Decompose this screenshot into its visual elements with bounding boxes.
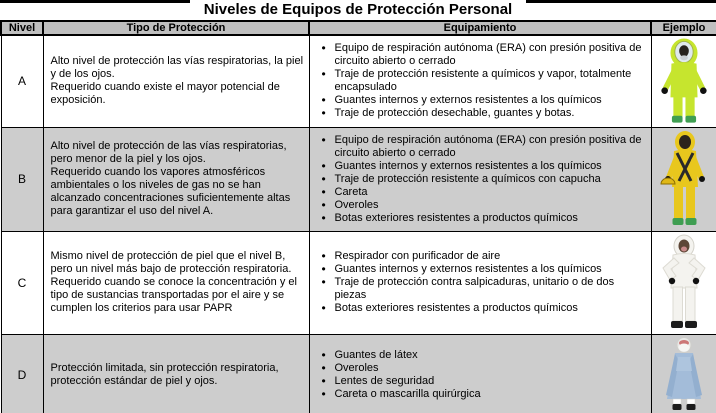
protection-type-cell — [43, 127, 309, 231]
equipment-item: • Guantes internos y externos resistentes a los químicos — [322, 263, 647, 276]
equipment-item: • Botas exteriores resistentes a productos químicos — [322, 302, 647, 315]
equipment-cell — [309, 35, 651, 127]
level-cell: B — [1, 127, 43, 231]
table-row-level-c — [1, 231, 716, 334]
table-row-level-d — [1, 334, 716, 413]
equipment-cell — [309, 127, 651, 231]
equipment-item: • Overoles — [322, 362, 647, 375]
equipment-item: • Equipo de respiración autónoma (ERA) con presión positiva de circuito abierto o cerrado — [322, 134, 647, 160]
example-cell — [651, 231, 716, 334]
equipment-cell — [309, 334, 651, 413]
equipment-item: • Overoles — [322, 199, 647, 212]
table-row-level-b — [1, 127, 716, 231]
protection-type-text: Protección limitada, sin protección respiratoria, protección estándar de piel y ojos. — [50, 361, 279, 387]
protection-type-text: Alto nivel de protección de las vías respiratorias, pero menor de la piel y los ojos. — [50, 140, 287, 165]
protection-type-text: Alto nivel de protección las vías respiratorias, la piel y de los ojos. — [50, 55, 304, 81]
example-cell — [651, 35, 716, 127]
level-a-suit-image — [655, 37, 713, 125]
equipment-item: • Guantes internos y externos resistentes a los químicos — [322, 94, 647, 107]
col-header-tipo: Tipo de Protección — [43, 21, 309, 35]
equipment-item: • Careta — [322, 186, 647, 199]
equipment-item: • Respirador con purificador de aire — [322, 250, 647, 263]
table-row-level-a — [1, 35, 716, 127]
level-c-suit-image — [657, 234, 711, 332]
title-bar — [0, 0, 716, 20]
header-row — [1, 21, 716, 35]
equipment-item: • Traje de protección desechable, guantes y botas. — [322, 107, 647, 120]
example-cell — [651, 127, 716, 231]
protection-type-text: Mismo nivel de protección de piel que el nivel B, pero un nivel más bajo de protección respiratoria. — [50, 250, 292, 275]
equipment-item: • Lentes de seguridad — [322, 375, 647, 388]
equipment-item: • Traje de protección resistente a químicos con capucha — [322, 173, 647, 186]
equipment-item: • Traje de protección contra salpicaduras, unitario o de dos piezas — [322, 276, 647, 302]
protection-type-text: Requerido cuando los vapores atmosféricos ambientales o los niveles de gas no se han alcanzado concentraciones suficientemente altas para garantizar el uso del nivel A. — [50, 166, 291, 217]
col-header-nivel: Nivel — [1, 21, 43, 35]
level-cell: A — [1, 35, 43, 127]
example-cell — [651, 334, 716, 413]
equipment-item: • Traje de protección resistente a químicos y vapor, totalmente encapsulado — [322, 68, 647, 94]
protection-type-cell — [43, 231, 309, 334]
protection-type-cell — [43, 334, 309, 413]
protection-type-text: Requerido cuando se conoce la concentración y el tipo de sustancias transportadas por el aire y se cumplen los criterios para usar PAPR — [50, 276, 297, 314]
protection-type-cell — [43, 35, 309, 127]
page-title: Niveles de Equipos de Protección Personal — [190, 0, 526, 20]
ppe-table — [0, 20, 716, 413]
level-d-gown-image — [656, 337, 712, 413]
col-header-equipamiento: Equipamiento — [309, 21, 651, 35]
protection-type-text: Requerido cuando existe el mayor potencial de exposición. — [50, 81, 280, 107]
level-cell: C — [1, 231, 43, 334]
equipment-item: • Botas exteriores resistentes a productos químicos — [322, 212, 647, 225]
equipment-item: • Guantes internos y externos resistentes a los químicos — [322, 160, 647, 173]
equipment-item: • Careta o mascarilla quirúrgica — [322, 388, 647, 401]
level-b-suit-image — [658, 129, 710, 229]
level-cell: D — [1, 334, 43, 413]
col-header-ejemplo: Ejemplo — [651, 21, 716, 35]
equipment-item: • Equipo de respiración autónoma (ERA) con presión positiva de circuito abierto o cerrado — [322, 42, 647, 68]
equipment-item: • Guantes de látex — [322, 349, 647, 362]
equipment-cell — [309, 231, 651, 334]
